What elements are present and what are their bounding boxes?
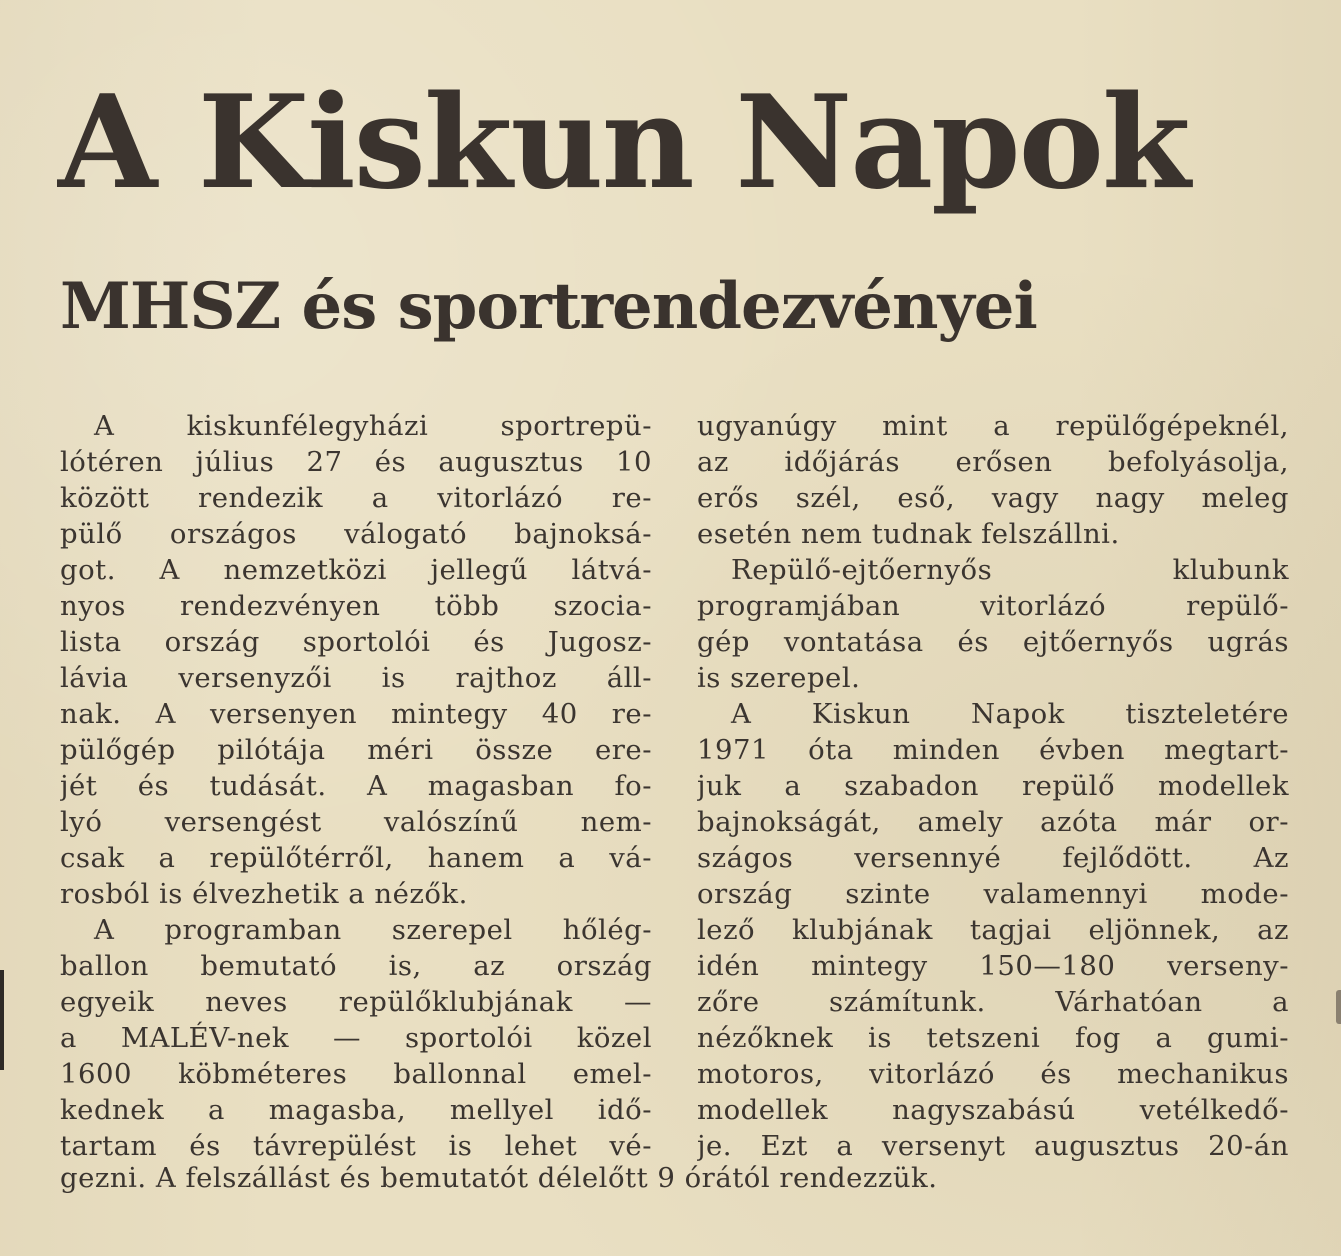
scan-edge-mark-right — [1336, 990, 1341, 1024]
text-line: tartam és távrepülést is lehet vé- — [60, 1130, 652, 1162]
text-line: Repülő-ejtőernyős klubunk — [731, 554, 1289, 586]
text-line: 1971 óta minden évben megtart- — [697, 734, 1289, 766]
text-line: pülőgép pilótája méri össze ere- — [60, 734, 652, 766]
text-line: jét és tudását. A magasban fo- — [60, 770, 652, 802]
text-line: ballon bemutató is, az ország — [60, 950, 652, 982]
text-line: bajnokságát, amely azóta már or- — [697, 806, 1289, 838]
text-line: zőre számítunk. Várhatóan a — [697, 986, 1289, 1018]
headline: A Kiskun Napok — [58, 68, 1189, 218]
text-line: motoros, vitorlázó és mechanikus — [697, 1058, 1289, 1090]
text-line: lista ország sportolói és Jugosz- — [60, 626, 652, 658]
text-line: esetén nem tudnak felszállni. — [697, 518, 1120, 550]
scan-edge-mark-left — [0, 970, 4, 1070]
text-line: ország szinte valamennyi mode- — [697, 878, 1289, 910]
text-line: lyó versengést valószínű nem- — [60, 806, 652, 838]
right-column — [697, 408, 1289, 1164]
text-line: szágos versennyé fejlődött. Az — [697, 842, 1289, 874]
text-line: programjában vitorlázó repülő- — [697, 590, 1289, 622]
text-line: a MALÉV-nek — sportolói közel — [60, 1022, 652, 1054]
closing-line: gezni. A felszállást és bemutatót délelőtt 9 órától rendezzük. — [60, 1162, 938, 1194]
text-line: je. Ezt a versenyt augusztus 20-án — [697, 1130, 1289, 1162]
text-line: egyeik neves repülőklubjának — — [60, 986, 652, 1018]
text-line: juk a szabadon repülő modellek — [697, 770, 1289, 802]
text-line: nézőknek is tetszeni fog a gumi- — [697, 1022, 1289, 1054]
text-line: kednek a magasba, mellyel idő- — [60, 1094, 652, 1126]
text-line: gép vontatása és ejtőernyős ugrás — [697, 626, 1289, 658]
text-line: csak a repülőtérről, hanem a vá- — [60, 842, 652, 874]
text-line: idén mintegy 150—180 verseny- — [697, 950, 1289, 982]
text-line: az időjárás erősen befolyásolja, — [697, 446, 1289, 478]
text-line: rosból is élvezhetik a nézők. — [60, 878, 468, 910]
text-line: A programban szerepel hőlég- — [94, 914, 652, 946]
text-line: lező klubjának tagjai eljönnek, az — [697, 914, 1289, 946]
text-line: között rendezik a vitorlázó re- — [60, 482, 652, 514]
text-line: nak. A versenyen mintegy 40 re- — [60, 698, 652, 730]
text-line: A Kiskun Napok tiszteletére — [731, 698, 1289, 730]
text-line: ugyanúgy mint a repülőgépeknél, — [697, 410, 1289, 442]
text-line: lávia versenyzői is rajthoz áll- — [60, 662, 652, 694]
text-line: nyos rendezvényen több szocia- — [60, 590, 652, 622]
text-line: erős szél, eső, vagy nagy meleg — [697, 482, 1289, 514]
text-line: modellek nagyszabású vetélkedő- — [697, 1094, 1289, 1126]
text-line: lótéren július 27 és augusztus 10 — [60, 446, 652, 478]
subheadline: MHSZ és sportrendezvényei — [60, 269, 1037, 344]
text-line: is szerepel. — [697, 662, 861, 694]
text-line: got. A nemzetközi jellegű látvá- — [60, 554, 652, 586]
text-line: A kiskunfélegyházi sportrepü- — [94, 410, 652, 442]
left-column — [60, 408, 652, 1164]
text-line: pülő országos válogató bajnoksá- — [60, 518, 652, 550]
text-line: 1600 köbméteres ballonnal emel- — [60, 1058, 652, 1090]
